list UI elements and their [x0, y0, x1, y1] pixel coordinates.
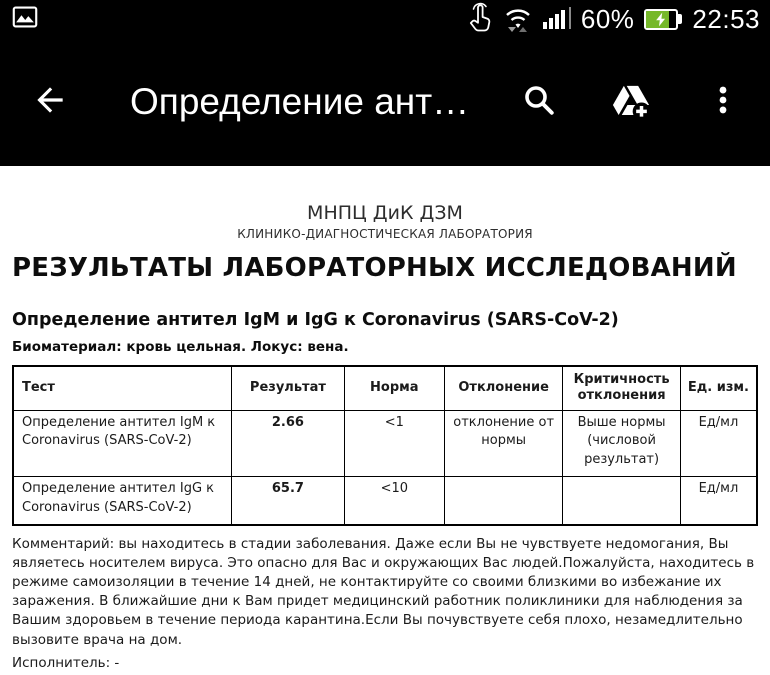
cell-norm: <1: [344, 410, 444, 477]
cell-deviation: отклонение от нормы: [445, 410, 563, 477]
back-arrow-icon: [31, 81, 69, 124]
document-title: Определение ант…: [130, 81, 470, 122]
cell-test: Определение антител IgG к Coronavirus (SARS-CoV-2): [13, 477, 232, 525]
upload-arrow-icon: [519, 27, 527, 32]
download-arrow-icon: [508, 27, 516, 32]
comment-paragraph: Комментарий: вы находитесь в стадии заболевания. Даже если Вы не чувствуете недомогания, Вы являетесь носителем вируса. Это опасно для Вас и окружающих Вас людей.Пожалуйста, находитесь в режиме самоизоляции в течение 14 дней, не контактируйте со своими близкими во избежание их заражения. В ближайшие дни к Вам придет медицинский работник поликлиники для наблюдения за Вашим здоровьем в течение периода карантина.Если Вы почувствуете себя плохо, незамедлительно вызовите врача на дом.: [12, 535, 755, 648]
back-button[interactable]: [28, 80, 72, 124]
org-name: МНПЦ ДиК ДЗМ: [307, 202, 463, 224]
search-icon: [521, 82, 557, 123]
table-row: [13, 410, 757, 477]
clock: 22:53: [692, 3, 760, 34]
document-viewport[interactable]: [0, 166, 770, 675]
wifi-icon: [503, 7, 533, 32]
executor-line: Исполнитель: -: [12, 654, 120, 671]
cell-criticality: [563, 477, 681, 525]
cell-test: Определение антител IgM к Coronavirus (SARS-CoV-2): [13, 410, 232, 477]
cell-result: 65.7: [232, 477, 344, 525]
signal-strength-icon: [543, 7, 571, 31]
touch-gesture-icon: [467, 1, 493, 38]
table-header-row: [13, 366, 757, 410]
drive-add-icon: [611, 80, 651, 125]
status-bar[interactable]: [0, 0, 770, 38]
cell-deviation: [445, 477, 563, 525]
cell-unit: Ед/мл: [680, 410, 757, 477]
cell-norm: <10: [344, 477, 444, 525]
header-norm: Норма: [344, 366, 444, 410]
test-heading: Определение антител IgM и IgG к Coronavirus (SARS-CoV-2): [12, 310, 619, 330]
table-row: [13, 477, 757, 525]
cell-criticality: Выше нормы (числовой результат): [563, 410, 681, 477]
add-to-drive-button[interactable]: [610, 81, 652, 123]
main-heading: РЕЗУЛЬТАТЫ ЛАБОРАТОРНЫХ ИССЛЕДОВАНИЙ: [12, 253, 737, 283]
battery-percent: 60%: [580, 3, 635, 34]
search-button[interactable]: [518, 81, 560, 123]
cell-result: 2.66: [232, 410, 344, 477]
cell-unit: Ед/мл: [680, 477, 757, 525]
header-criticality: Критичность отклонения: [563, 366, 681, 410]
battery-icon: [644, 9, 682, 30]
results-table: [12, 365, 758, 526]
org-subtitle: КЛИНИКО-ДИАГНОСТИЧЕСКАЯ ЛАБОРАТОРИЯ: [237, 227, 533, 241]
overflow-menu-icon: [706, 83, 740, 122]
biomaterial-line: Биоматериал: кровь цельная. Локус: вена.: [12, 339, 349, 355]
header-unit: Ед. изм.: [680, 366, 757, 410]
header-test: Тест: [13, 366, 232, 410]
app-toolbar: [0, 38, 770, 166]
header-result: Результат: [232, 366, 344, 410]
header-deviation: Отклонение: [445, 366, 563, 410]
picture-icon: [10, 4, 40, 35]
overflow-menu-button[interactable]: [702, 81, 744, 123]
